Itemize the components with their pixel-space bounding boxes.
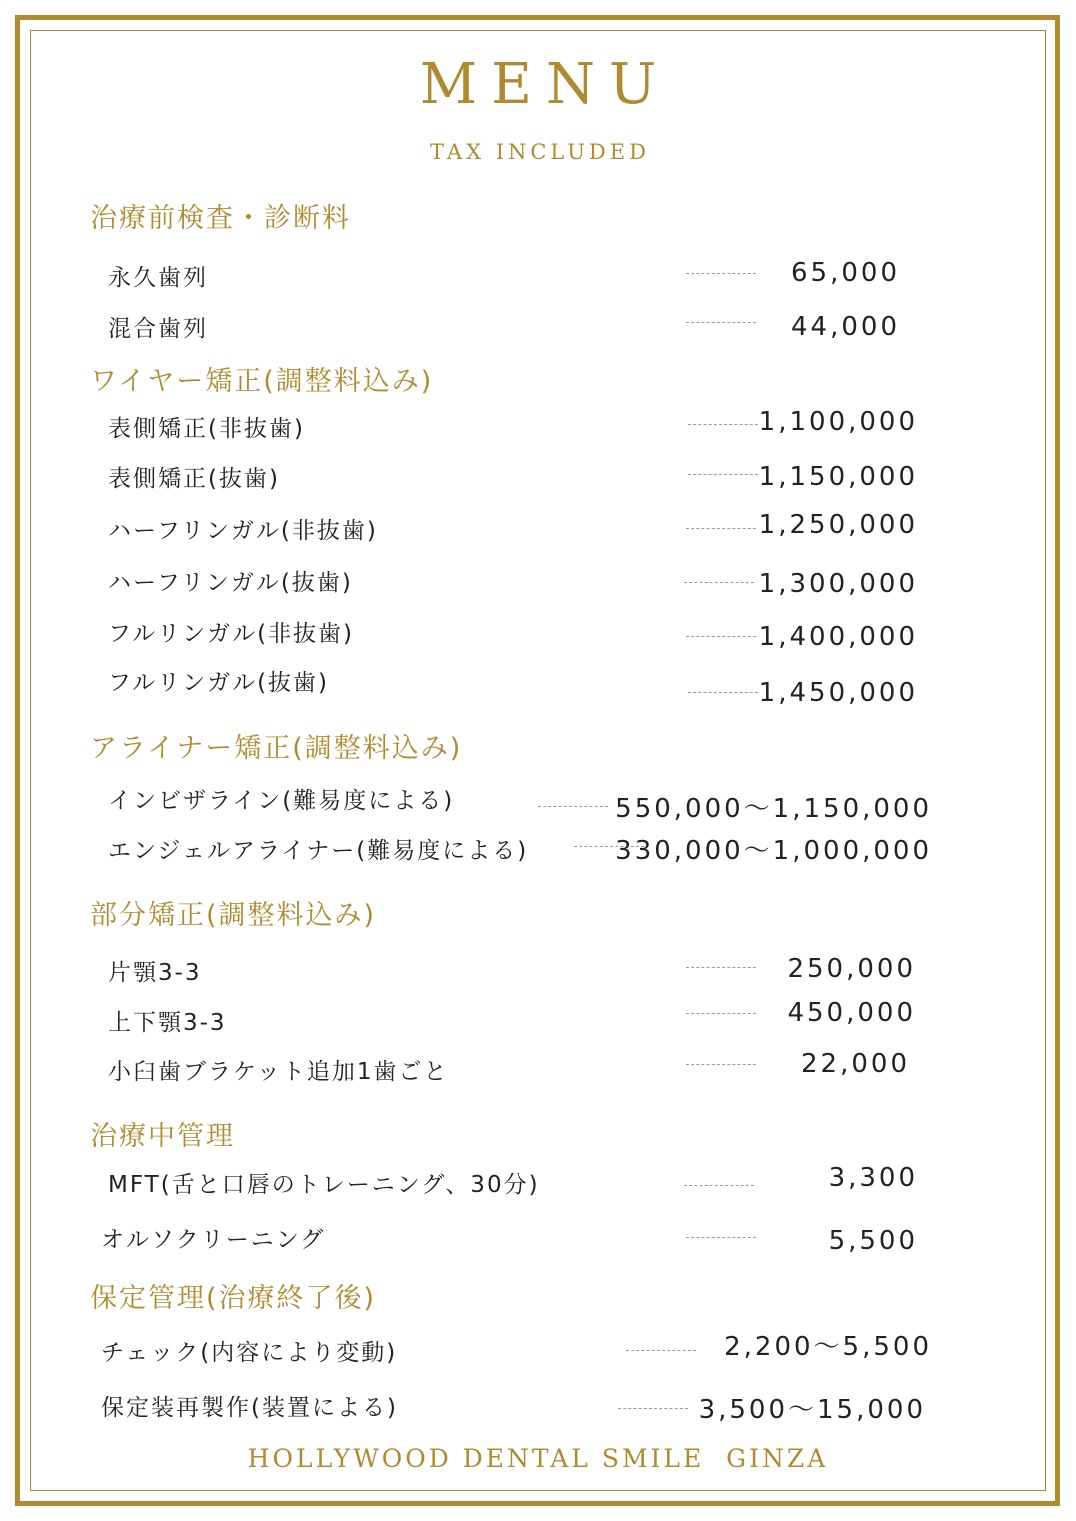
price-leader <box>686 528 756 529</box>
item-price-retainer-remake: 3,500〜15,000 <box>698 1395 926 1425</box>
section-title-management-during-treatment: 治療中管理 <box>90 1121 235 1152</box>
item-label-mft: MFT(舌と口唇のトレーニング、30分) <box>108 1172 540 1198</box>
item-price-mixed-dentition: 44,000 <box>791 312 900 342</box>
item-price-checkup: 2,200〜5,500 <box>724 1332 932 1362</box>
item-label-checkup: チェック(内容により変動) <box>101 1340 398 1366</box>
price-leader <box>686 1064 756 1065</box>
price-leader <box>684 582 754 583</box>
item-price-full-lingual-extraction: 1,450,000 <box>758 678 918 708</box>
section-title-wire-orthodontics: ワイヤー矯正(調整料込み) <box>90 366 434 397</box>
item-label-retainer-remake: 保定装再製作(装置による) <box>101 1395 398 1421</box>
tax-included-subtitle: TAX INCLUDED <box>430 140 650 164</box>
item-price-ortho-cleaning: 5,500 <box>828 1226 918 1256</box>
price-leader <box>686 1013 756 1014</box>
item-price-both-jaws: 450,000 <box>787 998 916 1028</box>
item-price-angel-aligner: 330,000〜1,000,000 <box>615 836 932 866</box>
item-label-angel-aligner: エンジェルアライナー(難易度による) <box>108 838 529 864</box>
item-label-half-lingual-non-extraction: ハーフリンガル(非抜歯) <box>108 518 378 544</box>
clinic-name-footer: HOLLYWOOD DENTAL SMILE GINZA <box>247 1444 829 1473</box>
item-price-labial-extraction: 1,150,000 <box>758 462 918 492</box>
item-label-both-jaws: 上下顎3-3 <box>108 1010 227 1036</box>
price-leader <box>686 636 756 637</box>
item-label-half-lingual-extraction: ハーフリンガル(抜歯) <box>108 570 353 596</box>
item-price-invisalign: 550,000〜1,150,000 <box>615 794 932 824</box>
item-label-labial-extraction: 表側矯正(抜歯) <box>108 466 280 492</box>
price-leader <box>684 1185 754 1186</box>
item-label-permanent-dentition: 永久歯列 <box>108 265 208 291</box>
item-label-invisalign: インビザライン(難易度による) <box>108 788 455 814</box>
price-leader <box>688 424 758 425</box>
item-price-labial-non-extraction: 1,100,000 <box>758 407 918 437</box>
price-leader <box>688 692 758 693</box>
section-title-partial-orthodontics: 部分矯正(調整料込み) <box>90 900 377 931</box>
item-price-full-lingual-non-extraction: 1,400,000 <box>758 622 918 652</box>
price-leader <box>686 1237 756 1238</box>
item-price-half-lingual-extraction: 1,300,000 <box>758 569 918 599</box>
price-leader <box>686 967 756 968</box>
item-price-mft: 3,300 <box>828 1163 918 1193</box>
item-price-half-lingual-non-extraction: 1,250,000 <box>758 510 918 540</box>
item-price-premolar-bracket: 22,000 <box>801 1049 910 1079</box>
item-label-premolar-bracket: 小臼歯ブラケット追加1歯ごと <box>108 1059 449 1085</box>
item-label-full-lingual-extraction: フルリンガル(抜歯) <box>108 670 330 696</box>
price-leader <box>626 1350 696 1351</box>
item-label-mixed-dentition: 混合歯列 <box>108 316 208 342</box>
item-label-labial-non-extraction: 表側矯正(非抜歯) <box>108 416 305 442</box>
item-label-ortho-cleaning: オルソクリーニング <box>101 1227 326 1253</box>
item-label-single-jaw: 片顎3-3 <box>108 960 202 986</box>
price-leader <box>618 1408 688 1409</box>
price-leader <box>538 806 608 807</box>
item-price-permanent-dentition: 65,000 <box>791 258 900 288</box>
menu-title: MENU <box>419 52 671 117</box>
section-title-pre-treatment: 治療前検査・診断料 <box>90 203 351 234</box>
section-title-aligner-orthodontics: アライナー矯正(調整料込み) <box>90 733 463 764</box>
price-leader <box>688 474 758 475</box>
item-price-single-jaw: 250,000 <box>787 954 916 984</box>
section-title-retention-management: 保定管理(治療終了後) <box>90 1283 377 1314</box>
price-leader <box>686 273 756 274</box>
price-leader <box>686 322 756 323</box>
item-label-full-lingual-non-extraction: フルリンガル(非抜歯) <box>108 621 355 647</box>
